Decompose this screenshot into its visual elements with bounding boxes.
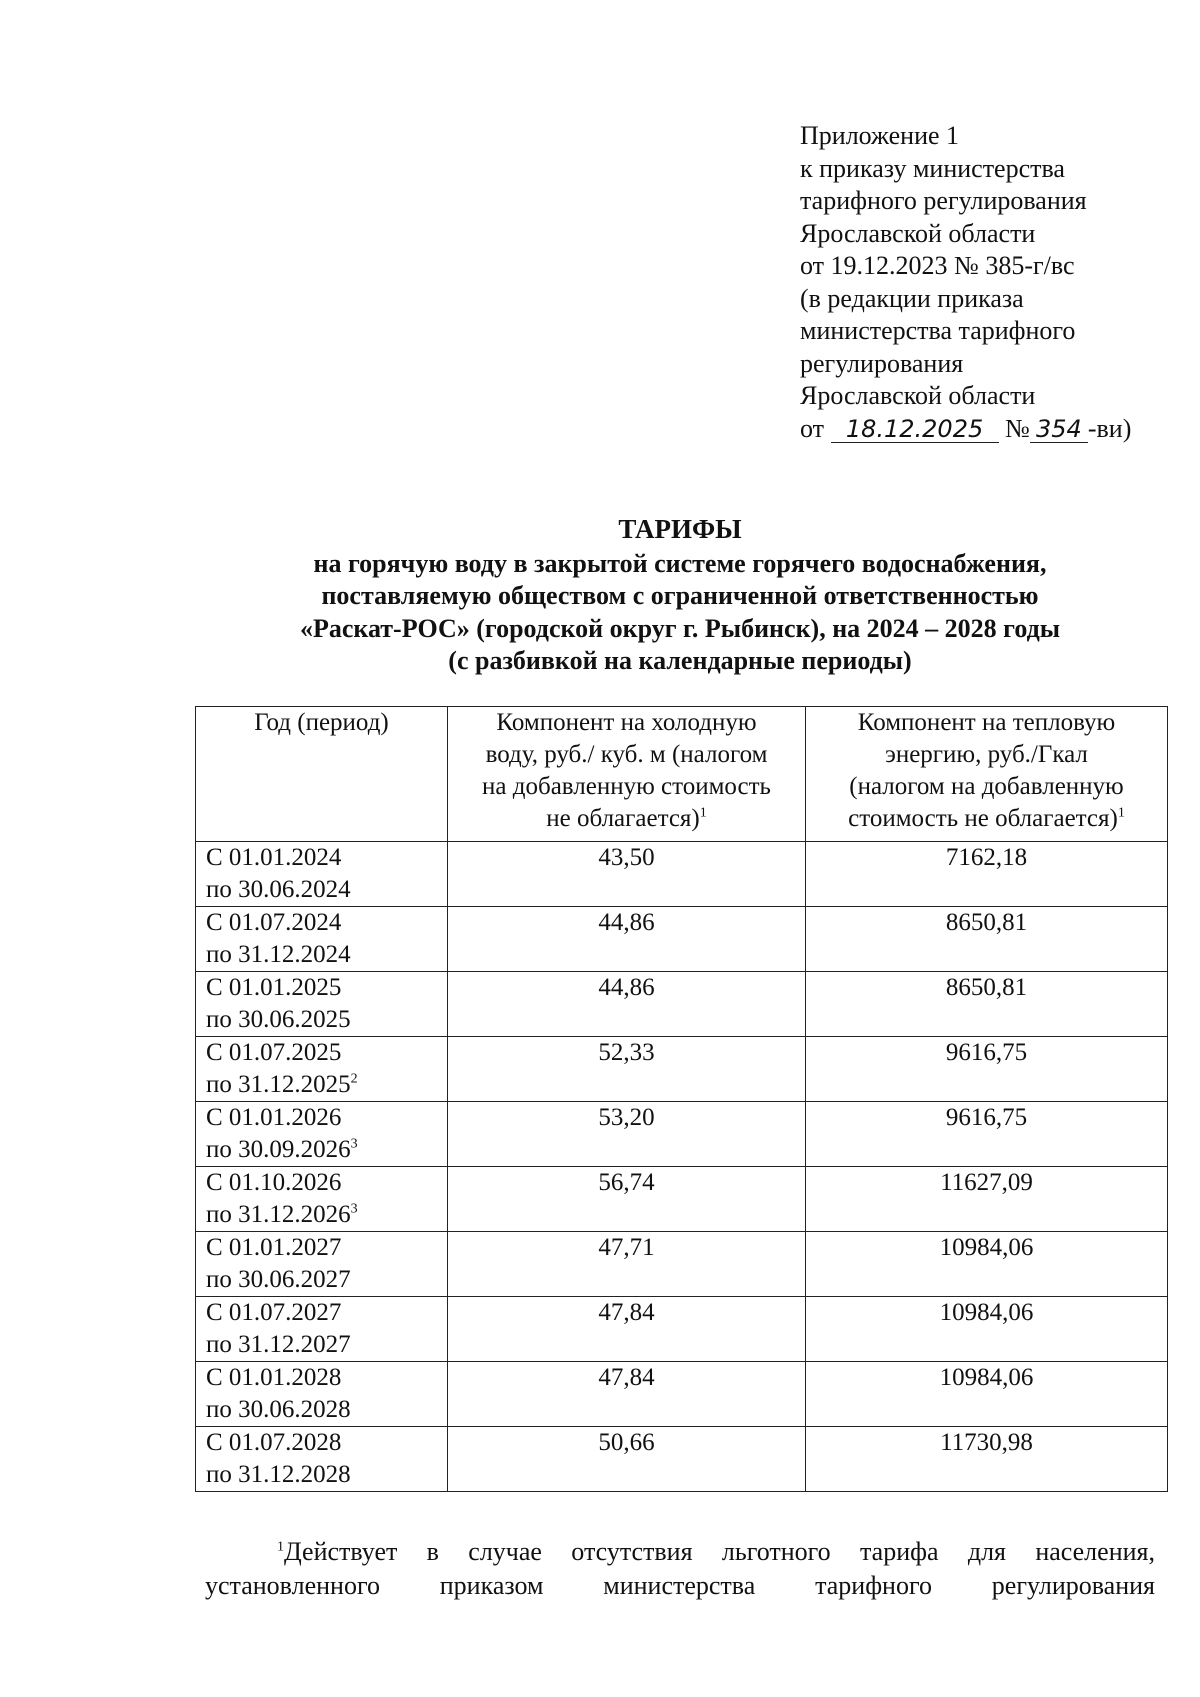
amendment-signature-line [800, 413, 1180, 446]
table-row [196, 1102, 1168, 1167]
appendix-lines [800, 120, 1180, 413]
period-cell [196, 842, 448, 907]
period-to: по 31.12.2028 [206, 1461, 351, 1488]
table-row [196, 1427, 1168, 1492]
heat-energy-component-cell: 8650,81 [806, 907, 1168, 972]
period-to: по 31.12.2025 [206, 1071, 351, 1098]
appendix-line: регулирования [800, 348, 964, 378]
cold-water-component-cell: 47,84 [448, 1297, 806, 1362]
column-header [806, 707, 1168, 842]
cold-water-component-cell: 47,84 [448, 1362, 806, 1427]
heat-energy-component-cell: 9616,75 [806, 1102, 1168, 1167]
heat-energy-component-cell: 7162,18 [806, 842, 1168, 907]
footnote-ref: 3 [350, 1136, 358, 1152]
column-header-line: на добавленную стоимость [482, 773, 771, 800]
column-header-line: энергию, руб./Гкал [885, 741, 1088, 768]
heat-energy-component-cell: 8650,81 [806, 972, 1168, 1037]
signed-prefix: от [800, 413, 825, 443]
document-heading: ТАРИФЫ [618, 514, 742, 544]
period-cell [196, 1362, 448, 1427]
document-title-block [160, 513, 1200, 678]
footnote-line-1: $^1$Действует в случае отсутствия льготного тарифа для населения, [277, 1537, 1155, 1566]
subtitle-line: (с разбивкой на календарные периоды) [448, 646, 912, 675]
column-header-line: (налогом на добавленную [849, 773, 1124, 800]
period-to: по 30.06.2024 [206, 876, 351, 903]
period-to: по 30.06.2027 [206, 1266, 351, 1293]
footnote-ref: 2 [350, 1071, 358, 1087]
subtitle-line: на горячую воду в закрытой системе горячего водоснабжения, [313, 548, 1047, 578]
period-to: по 30.09.2026 [206, 1136, 351, 1163]
appendix-block [800, 120, 1180, 445]
table-row [196, 1297, 1168, 1362]
appendix-line: Ярославской области [800, 218, 1036, 248]
column-header [448, 707, 806, 842]
appendix-line: Ярославской области [800, 381, 1036, 410]
table-row [196, 907, 1168, 972]
period-cell [196, 1297, 448, 1362]
period-from: С 01.07.2025 [206, 1039, 342, 1066]
heat-energy-component-cell: 9616,75 [806, 1037, 1168, 1102]
table-row [196, 1037, 1168, 1102]
period-from: С 01.07.2028 [206, 1429, 342, 1456]
subtitle-line: поставляемую обществом с ограниченной ответственностью [321, 581, 1039, 610]
heat-energy-component-cell: 11730,98 [806, 1427, 1168, 1492]
appendix-line: (в редакции приказа [800, 283, 1024, 313]
appendix-line: к приказу министерства [800, 153, 1065, 183]
cold-water-component-cell: 53,20 [448, 1102, 806, 1167]
cold-water-component-cell: 47,71 [448, 1232, 806, 1297]
column-header-line: стоимость не облагается) [848, 805, 1118, 832]
table-row [196, 1362, 1168, 1427]
period-cell [196, 1427, 448, 1492]
column-header [196, 707, 448, 842]
period-cell [196, 1232, 448, 1297]
appendix-line: министерства тарифного [800, 316, 1076, 345]
column-header-line: Компонент на тепловую [857, 709, 1116, 736]
period-cell [196, 972, 448, 1037]
period-from: С 01.01.2026 [206, 1104, 342, 1131]
period-from: С 01.07.2027 [206, 1299, 342, 1326]
column-header-line: Компонент на холодную [496, 709, 757, 736]
handwritten-number: 354 [1030, 416, 1088, 443]
period-from: С 01.07.2024 [206, 909, 342, 936]
footnote [205, 1535, 1155, 1603]
footnote-ref: 1 [699, 805, 707, 821]
cold-water-component-cell: 43,50 [448, 842, 806, 907]
signed-suffix: -ви) [1087, 413, 1132, 443]
column-header-line: воду, руб./ куб. м (налогом [485, 741, 768, 768]
heat-energy-component-cell: 10984,06 [806, 1362, 1168, 1427]
appendix-line: Приложение 1 [800, 121, 960, 150]
heat-energy-component-cell: 10984,06 [806, 1297, 1168, 1362]
footnote-ref: 1 [1117, 805, 1125, 821]
period-to: по 31.12.2024 [206, 941, 351, 968]
table-row [196, 842, 1168, 907]
handwritten-date: 18.12.2025 [831, 416, 999, 443]
period-from: С 01.10.2026 [206, 1169, 342, 1196]
heat-energy-component-cell: 10984,06 [806, 1232, 1168, 1297]
period-cell [196, 1167, 448, 1232]
period-cell [196, 907, 448, 972]
table-row [196, 1167, 1168, 1232]
table-row [196, 1232, 1168, 1297]
number-sign: № [1005, 413, 1030, 443]
column-header-line: не облагается) [546, 805, 700, 832]
appendix-line: от 19.12.2023 № 385-г/вс [800, 251, 1075, 280]
table-body [196, 842, 1168, 1492]
table-row [196, 972, 1168, 1037]
cold-water-component-cell: 52,33 [448, 1037, 806, 1102]
cold-water-component-cell: 56,74 [448, 1167, 806, 1232]
subtitle-line: «Раскат-РОС» (городской округ г. Рыбинск), на 2024 – 2028 годы [299, 613, 1061, 643]
period-cell [196, 1102, 448, 1167]
document-subtitle [160, 548, 1200, 678]
table-header-row [196, 707, 1168, 842]
cold-water-component-cell: 50,66 [448, 1427, 806, 1492]
period-from: С 01.01.2028 [206, 1364, 342, 1391]
period-to: по 31.12.2027 [206, 1331, 351, 1358]
period-from: С 01.01.2027 [206, 1234, 342, 1261]
column-header-line: Год (период) [254, 709, 389, 736]
appendix-line: тарифного регулирования [800, 186, 1087, 215]
cold-water-component-cell: 44,86 [448, 972, 806, 1037]
tariffs-table [195, 706, 1168, 1492]
footnote-line-2: установленного приказом министерства тарифного регулирования [205, 1571, 1155, 1600]
period-to: по 30.06.2025 [206, 1006, 351, 1033]
footnote-ref: 3 [350, 1201, 358, 1217]
period-to: по 30.06.2028 [206, 1396, 351, 1423]
cold-water-component-cell: 44,86 [448, 907, 806, 972]
period-cell [196, 1037, 448, 1102]
period-from: С 01.01.2025 [206, 974, 342, 1001]
heat-energy-component-cell: 11627,09 [806, 1167, 1168, 1232]
period-to: по 31.12.2026 [206, 1201, 351, 1228]
period-from: С 01.01.2024 [206, 844, 342, 871]
footnote-marker: 1 [277, 1539, 284, 1555]
